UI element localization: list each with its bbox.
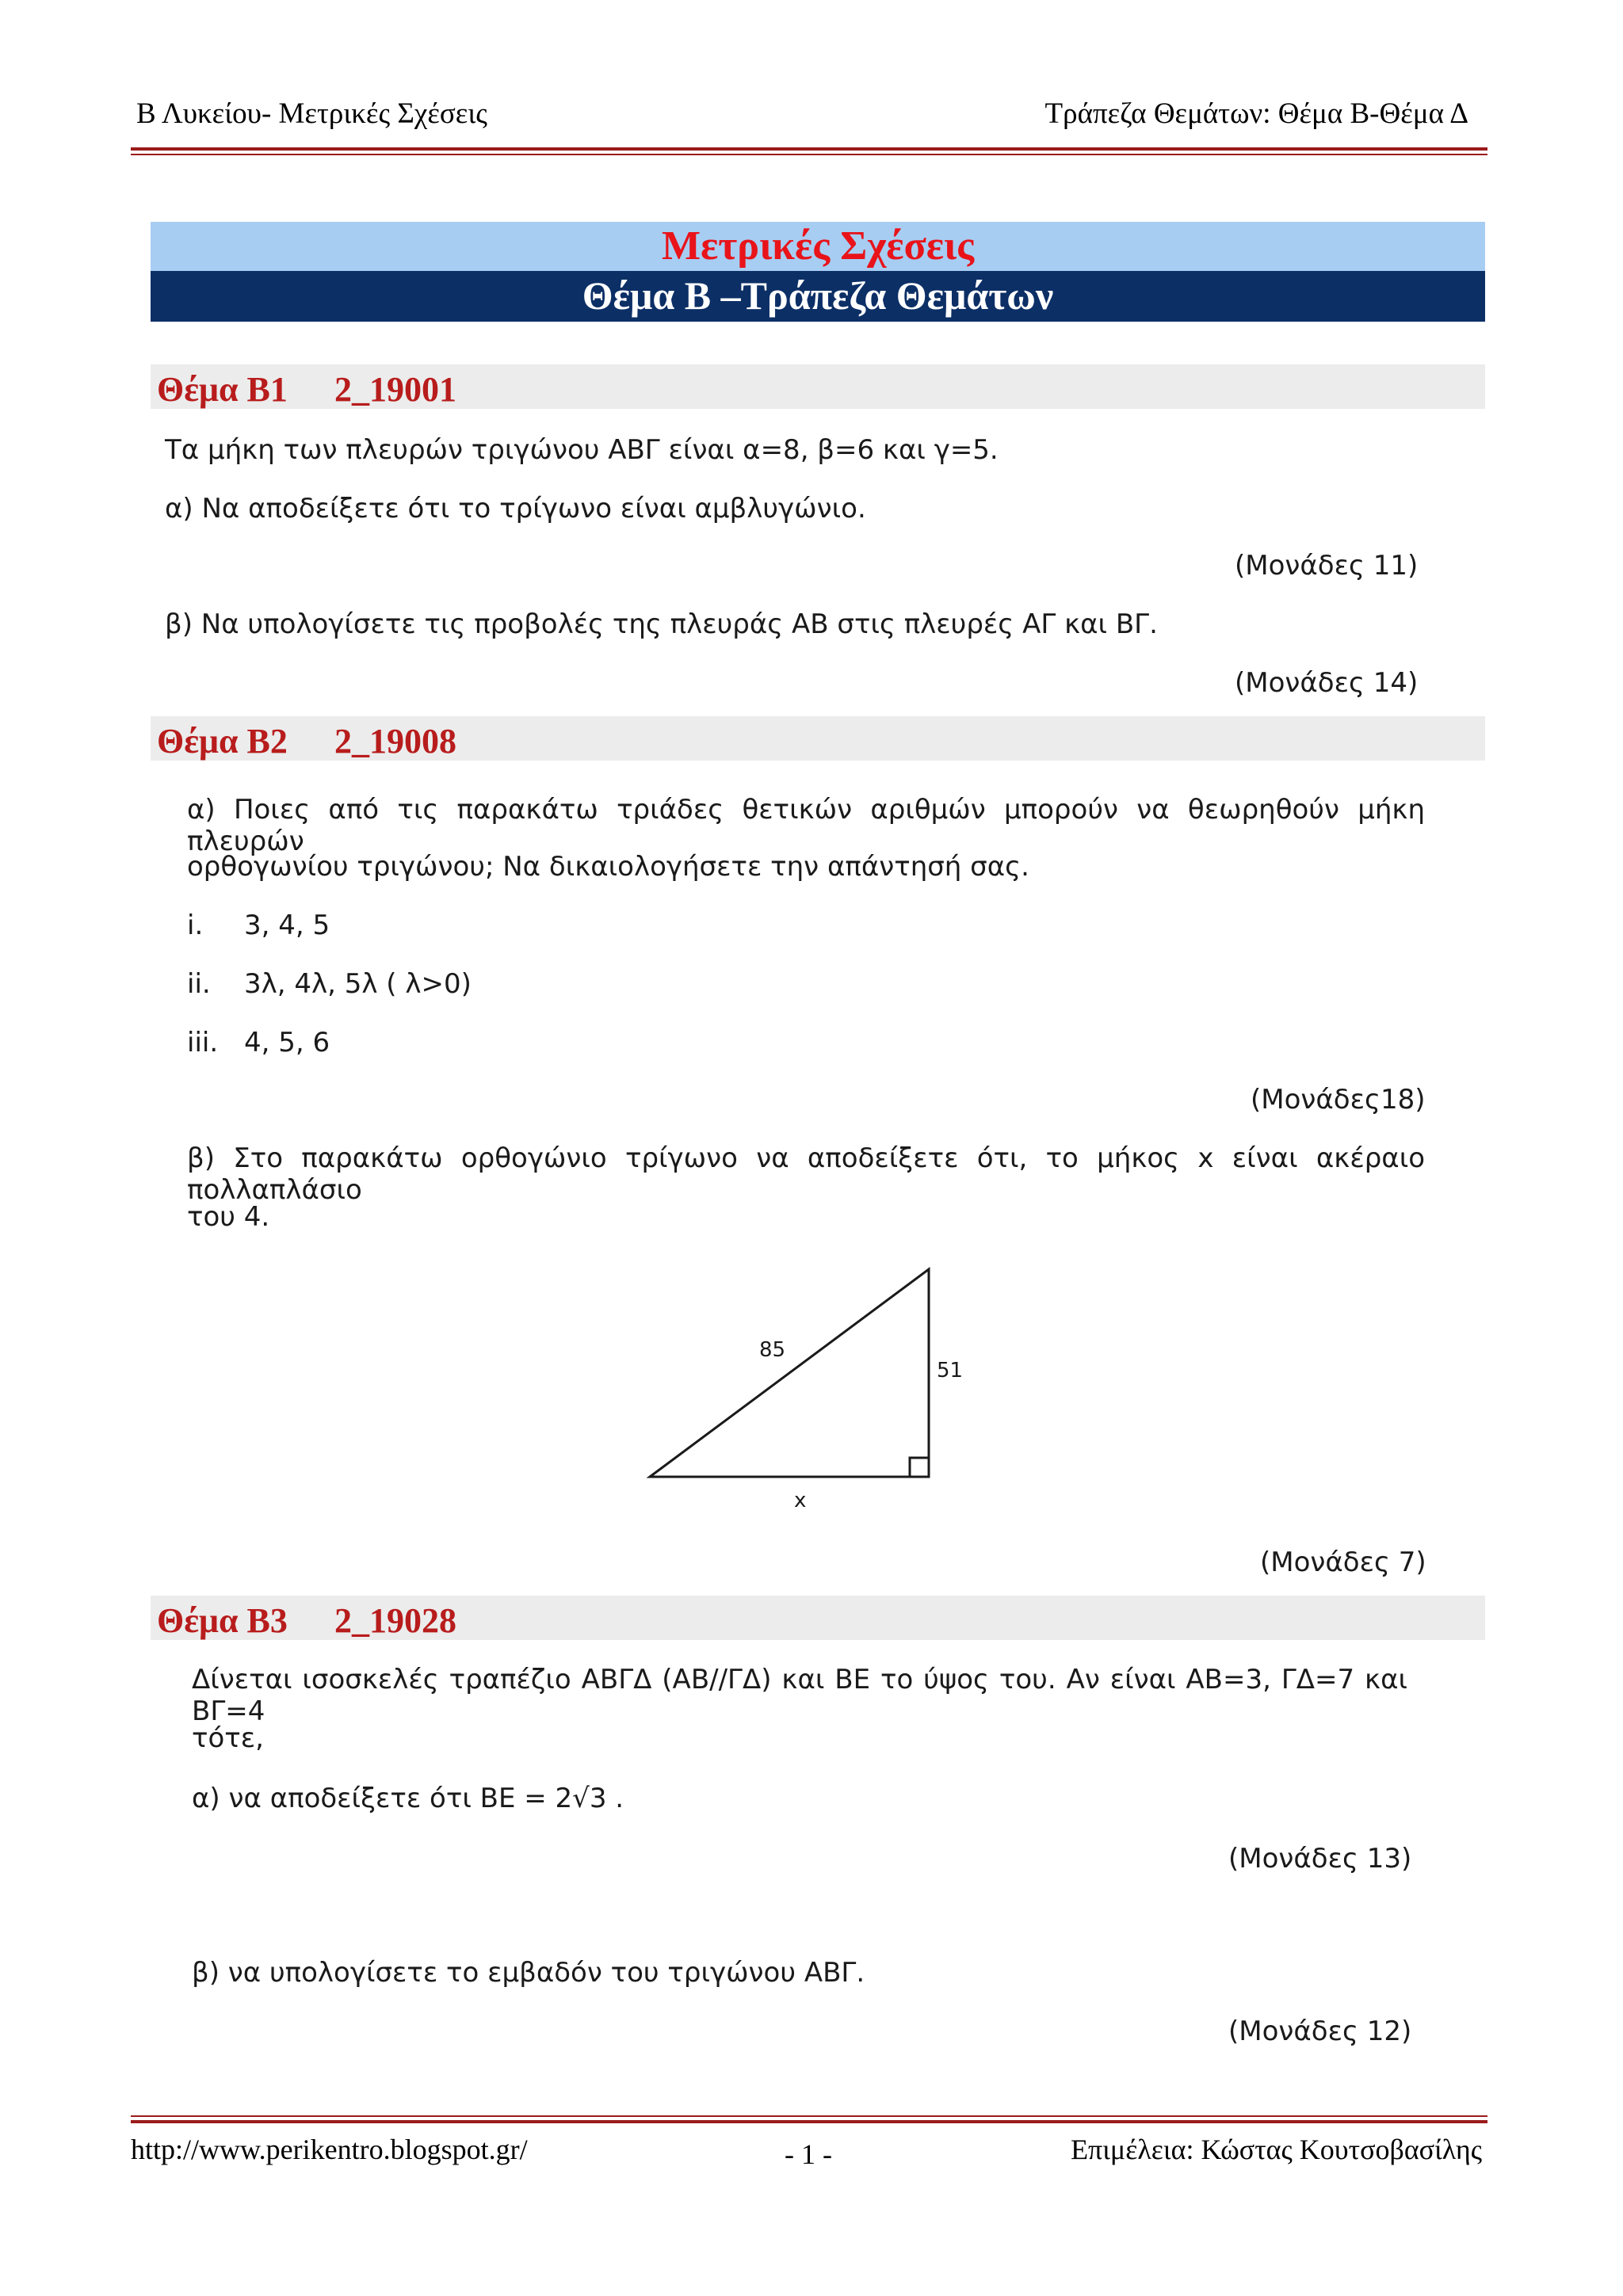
triangle-shape: [650, 1269, 929, 1477]
points-label: (Μονάδες 12): [1228, 2016, 1412, 2047]
page-title: Μετρικές Σχέσεις: [661, 223, 975, 269]
section-header-b3: [151, 1596, 1485, 1640]
problem-statement: Δίνεται ισοσκελές τραπέζιο ΑΒΓΔ (ΑΒ//ΓΔ) και ΒΕ το ύψος του. Αν είναι ΑΒ=3, ΓΔ=7 και ΒΓ=4: [192, 1664, 1407, 1727]
question-b: β) Στο παρακάτω ορθογώνιο τρίγωνο να αποδείξετε ότι, το μήκος x είναι ακέραιο πολλαπλάσιο: [187, 1142, 1425, 1206]
title-banner-bottom: [151, 271, 1485, 322]
list-num: ii.: [187, 968, 211, 1000]
section-code: 2_19008: [334, 722, 456, 761]
list-text: 4, 5, 6: [244, 1027, 330, 1058]
footer-rule-thin: [131, 2115, 1487, 2117]
footer-author: Επιμέλεια: Κώστας Κουτσοβασίλης: [1071, 2134, 1482, 2165]
points-label: (Μονάδες 13): [1228, 1843, 1412, 1875]
question-a: α) Ποιες από τις παρακάτω τριάδες θετικών αριθμών μπορούν να θεωρηθούν μήκη πλευρών: [187, 794, 1425, 857]
header-rule-thin: [131, 154, 1487, 155]
section-code: 2_19001: [334, 370, 456, 409]
question-b: β) Να υπολογίσετε τις προβολές της πλευράς ΑΒ στις πλευρές ΑΓ και ΒΓ.: [165, 608, 1158, 640]
leg-label: 51: [937, 1359, 964, 1383]
question-a: α) να αποδείξετε ότι ΒΕ = 2√3 .: [192, 1783, 624, 1814]
section-label: Θέμα Β3: [157, 1601, 288, 1640]
title-banner-top: [151, 222, 1485, 271]
list-num: iii.: [187, 1027, 219, 1058]
list-item: [187, 1027, 330, 1058]
question-a-cont: ορθογωνίου τριγώνου; Να δικαιολογήσετε την απάντησή σας.: [187, 851, 1029, 883]
base-label: x: [794, 1489, 807, 1512]
points-label: (Μονάδες18): [1251, 1084, 1426, 1116]
list-item: [187, 910, 330, 941]
section-header-b2: [151, 716, 1485, 761]
points-label: (Μονάδες 7): [1260, 1547, 1426, 1578]
list-num: i.: [187, 910, 204, 941]
problem-statement-cont: τότε,: [192, 1722, 264, 1754]
page-number: - 1 -: [785, 2138, 832, 2170]
header-left: Β Λυκείου- Μετρικές Σχέσεις: [136, 97, 487, 130]
section-code: 2_19028: [334, 1601, 456, 1640]
header-rule: [131, 147, 1487, 151]
list-text: 3λ, 4λ, 5λ ( λ>0): [244, 968, 472, 1000]
question-b-cont: του 4.: [187, 1201, 270, 1233]
right-triangle-figure: [634, 1252, 983, 1521]
question-a: α) Να αποδείξετε ότι το τρίγωνο είναι αμβλυγώνιο.: [165, 493, 866, 524]
footer-rule: [131, 2120, 1487, 2123]
list-item: [187, 968, 472, 1000]
problem-statement: Τα μήκη των πλευρών τριγώνου ΑΒΓ είναι α=8, β=6 και γ=5.: [165, 434, 999, 466]
list-text: 3, 4, 5: [244, 910, 330, 941]
question-b: β) να υπολογίσετε το εμβαδόν του τριγώνου ΑΒΓ.: [192, 1957, 865, 1989]
hypotenuse-label: 85: [759, 1338, 786, 1362]
page-subtitle: Θέμα Β –Τράπεζα Θεμάτων: [582, 273, 1054, 318]
points-label: (Μονάδες 14): [1235, 667, 1419, 699]
header-right: Τράπεζα Θεμάτων: Θέμα Β-Θέμα Δ: [1044, 97, 1468, 130]
right-angle-mark: [910, 1458, 929, 1477]
footer-url: http://www.perikentro.blogspot.gr/: [131, 2134, 528, 2165]
section-label: Θέμα Β1: [157, 370, 288, 409]
section-label: Θέμα Β2: [157, 722, 288, 761]
points-label: (Μονάδες 11): [1235, 550, 1419, 582]
section-header-b1: [151, 364, 1485, 409]
